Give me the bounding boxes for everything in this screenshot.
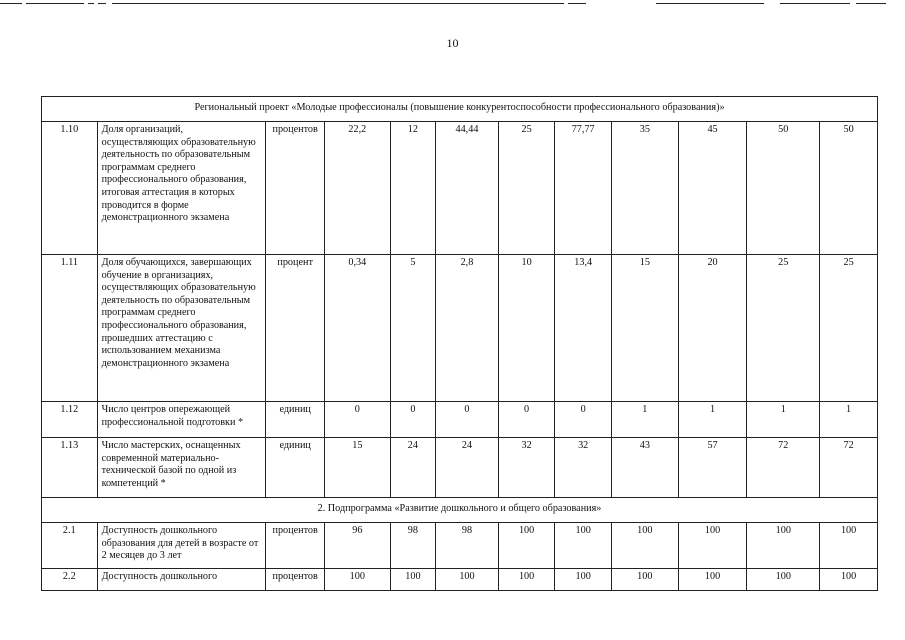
value-cell: 44,44: [436, 122, 499, 255]
section-title-subprogram-2: 2. Подпрограмма «Развитие дошкольного и общего образования»: [42, 498, 878, 523]
header-rule-segment: [0, 3, 22, 4]
value-cell: 72: [747, 438, 820, 498]
indicators-table: [41, 96, 878, 591]
header-rule-segment: [856, 3, 886, 4]
row-number: 1.10: [42, 122, 98, 255]
table-row: [42, 255, 878, 402]
section-row: [42, 97, 878, 122]
value-cell: 100: [555, 569, 612, 591]
unit-cell: процентов: [266, 122, 325, 255]
value-cell: 32: [498, 438, 555, 498]
unit-cell: процентов: [266, 523, 325, 569]
value-cell: 100: [747, 569, 820, 591]
value-cell: 12: [390, 122, 435, 255]
value-cell: 96: [324, 523, 390, 569]
value-cell: 100: [555, 523, 612, 569]
value-cell: 100: [678, 569, 747, 591]
value-cell: 15: [324, 438, 390, 498]
value-cell: 50: [820, 122, 878, 255]
value-cell: 77,77: [555, 122, 612, 255]
indicator-name: Число мастерских, оснащенных современной материально-технической базой по одной из компетенций *: [97, 438, 266, 498]
value-cell: 20: [678, 255, 747, 402]
value-cell: 98: [436, 523, 499, 569]
header-rule-segment: [88, 3, 94, 4]
value-cell: 100: [820, 523, 878, 569]
row-number: 1.11: [42, 255, 98, 402]
value-cell: 5: [390, 255, 435, 402]
page-number: 10: [446, 36, 459, 50]
value-cell: 98: [390, 523, 435, 569]
unit-cell: процент: [266, 255, 325, 402]
header-rule-segment: [780, 3, 850, 4]
indicator-name: Доступность дошкольного: [97, 569, 266, 591]
value-cell: 25: [498, 122, 555, 255]
value-cell: 50: [747, 122, 820, 255]
header-rule-segment: [112, 3, 564, 4]
value-cell: 0: [555, 402, 612, 438]
value-cell: 100: [498, 523, 555, 569]
value-cell: 100: [611, 569, 678, 591]
table-row: [42, 569, 878, 591]
value-cell: 25: [747, 255, 820, 402]
value-cell: 0: [324, 402, 390, 438]
value-cell: 15: [611, 255, 678, 402]
value-cell: 1: [678, 402, 747, 438]
value-cell: 24: [390, 438, 435, 498]
value-cell: 35: [611, 122, 678, 255]
value-cell: 32: [555, 438, 612, 498]
value-cell: 45: [678, 122, 747, 255]
header-rule-segment: [568, 3, 586, 4]
value-cell: 100: [747, 523, 820, 569]
table-row: [42, 402, 878, 438]
value-cell: 0: [436, 402, 499, 438]
row-number: 2.1: [42, 523, 98, 569]
value-cell: 100: [611, 523, 678, 569]
unit-cell: процентов: [266, 569, 325, 591]
indicator-name: Доступность дошкольного образования для детей в возрасте от 2 месяцев до 3 лет: [97, 523, 266, 569]
unit-cell: единиц: [266, 402, 325, 438]
value-cell: 1: [611, 402, 678, 438]
indicator-name: Число центров опережающей профессиональной подготовки *: [97, 402, 266, 438]
table-row: [42, 122, 878, 255]
indicator-name: Доля обучающихся, завершающих обучение в организациях, осуществляющих образовательную деятельность по образовательным программам среднего профессионального образования, прошедших аттестацию с использованием механизма демонстрационного экзамена: [97, 255, 266, 402]
value-cell: 100: [498, 569, 555, 591]
value-cell: 43: [611, 438, 678, 498]
header-rule-segment: [656, 3, 764, 4]
indicator-name: Доля организаций, осуществляющих образовательную деятельность по образовательным программам среднего профессионального образования, итоговая аттестация в которых проводится в форме демонстрационного экзамена: [97, 122, 266, 255]
value-cell: 100: [390, 569, 435, 591]
section-row: [42, 498, 878, 523]
value-cell: 0,34: [324, 255, 390, 402]
value-cell: 57: [678, 438, 747, 498]
value-cell: 0: [498, 402, 555, 438]
value-cell: 2,8: [436, 255, 499, 402]
value-cell: 100: [820, 569, 878, 591]
value-cell: 25: [820, 255, 878, 402]
table-row: [42, 438, 878, 498]
value-cell: 13,4: [555, 255, 612, 402]
value-cell: 1: [820, 402, 878, 438]
value-cell: 100: [678, 523, 747, 569]
section-title-regional-project: Региональный проект «Молодые профессионалы (повышение конкурентоспособности профессионального образования)»: [42, 97, 878, 122]
value-cell: 100: [436, 569, 499, 591]
value-cell: 72: [820, 438, 878, 498]
header-rule-segment: [26, 3, 84, 4]
value-cell: 100: [324, 569, 390, 591]
unit-cell: единиц: [266, 438, 325, 498]
row-number: 1.12: [42, 402, 98, 438]
value-cell: 0: [390, 402, 435, 438]
table-row: [42, 523, 878, 569]
value-cell: 1: [747, 402, 820, 438]
header-rule-segment: [98, 3, 106, 4]
row-number: 1.13: [42, 438, 98, 498]
value-cell: 22,2: [324, 122, 390, 255]
value-cell: 10: [498, 255, 555, 402]
row-number: 2.2: [42, 569, 98, 591]
value-cell: 24: [436, 438, 499, 498]
